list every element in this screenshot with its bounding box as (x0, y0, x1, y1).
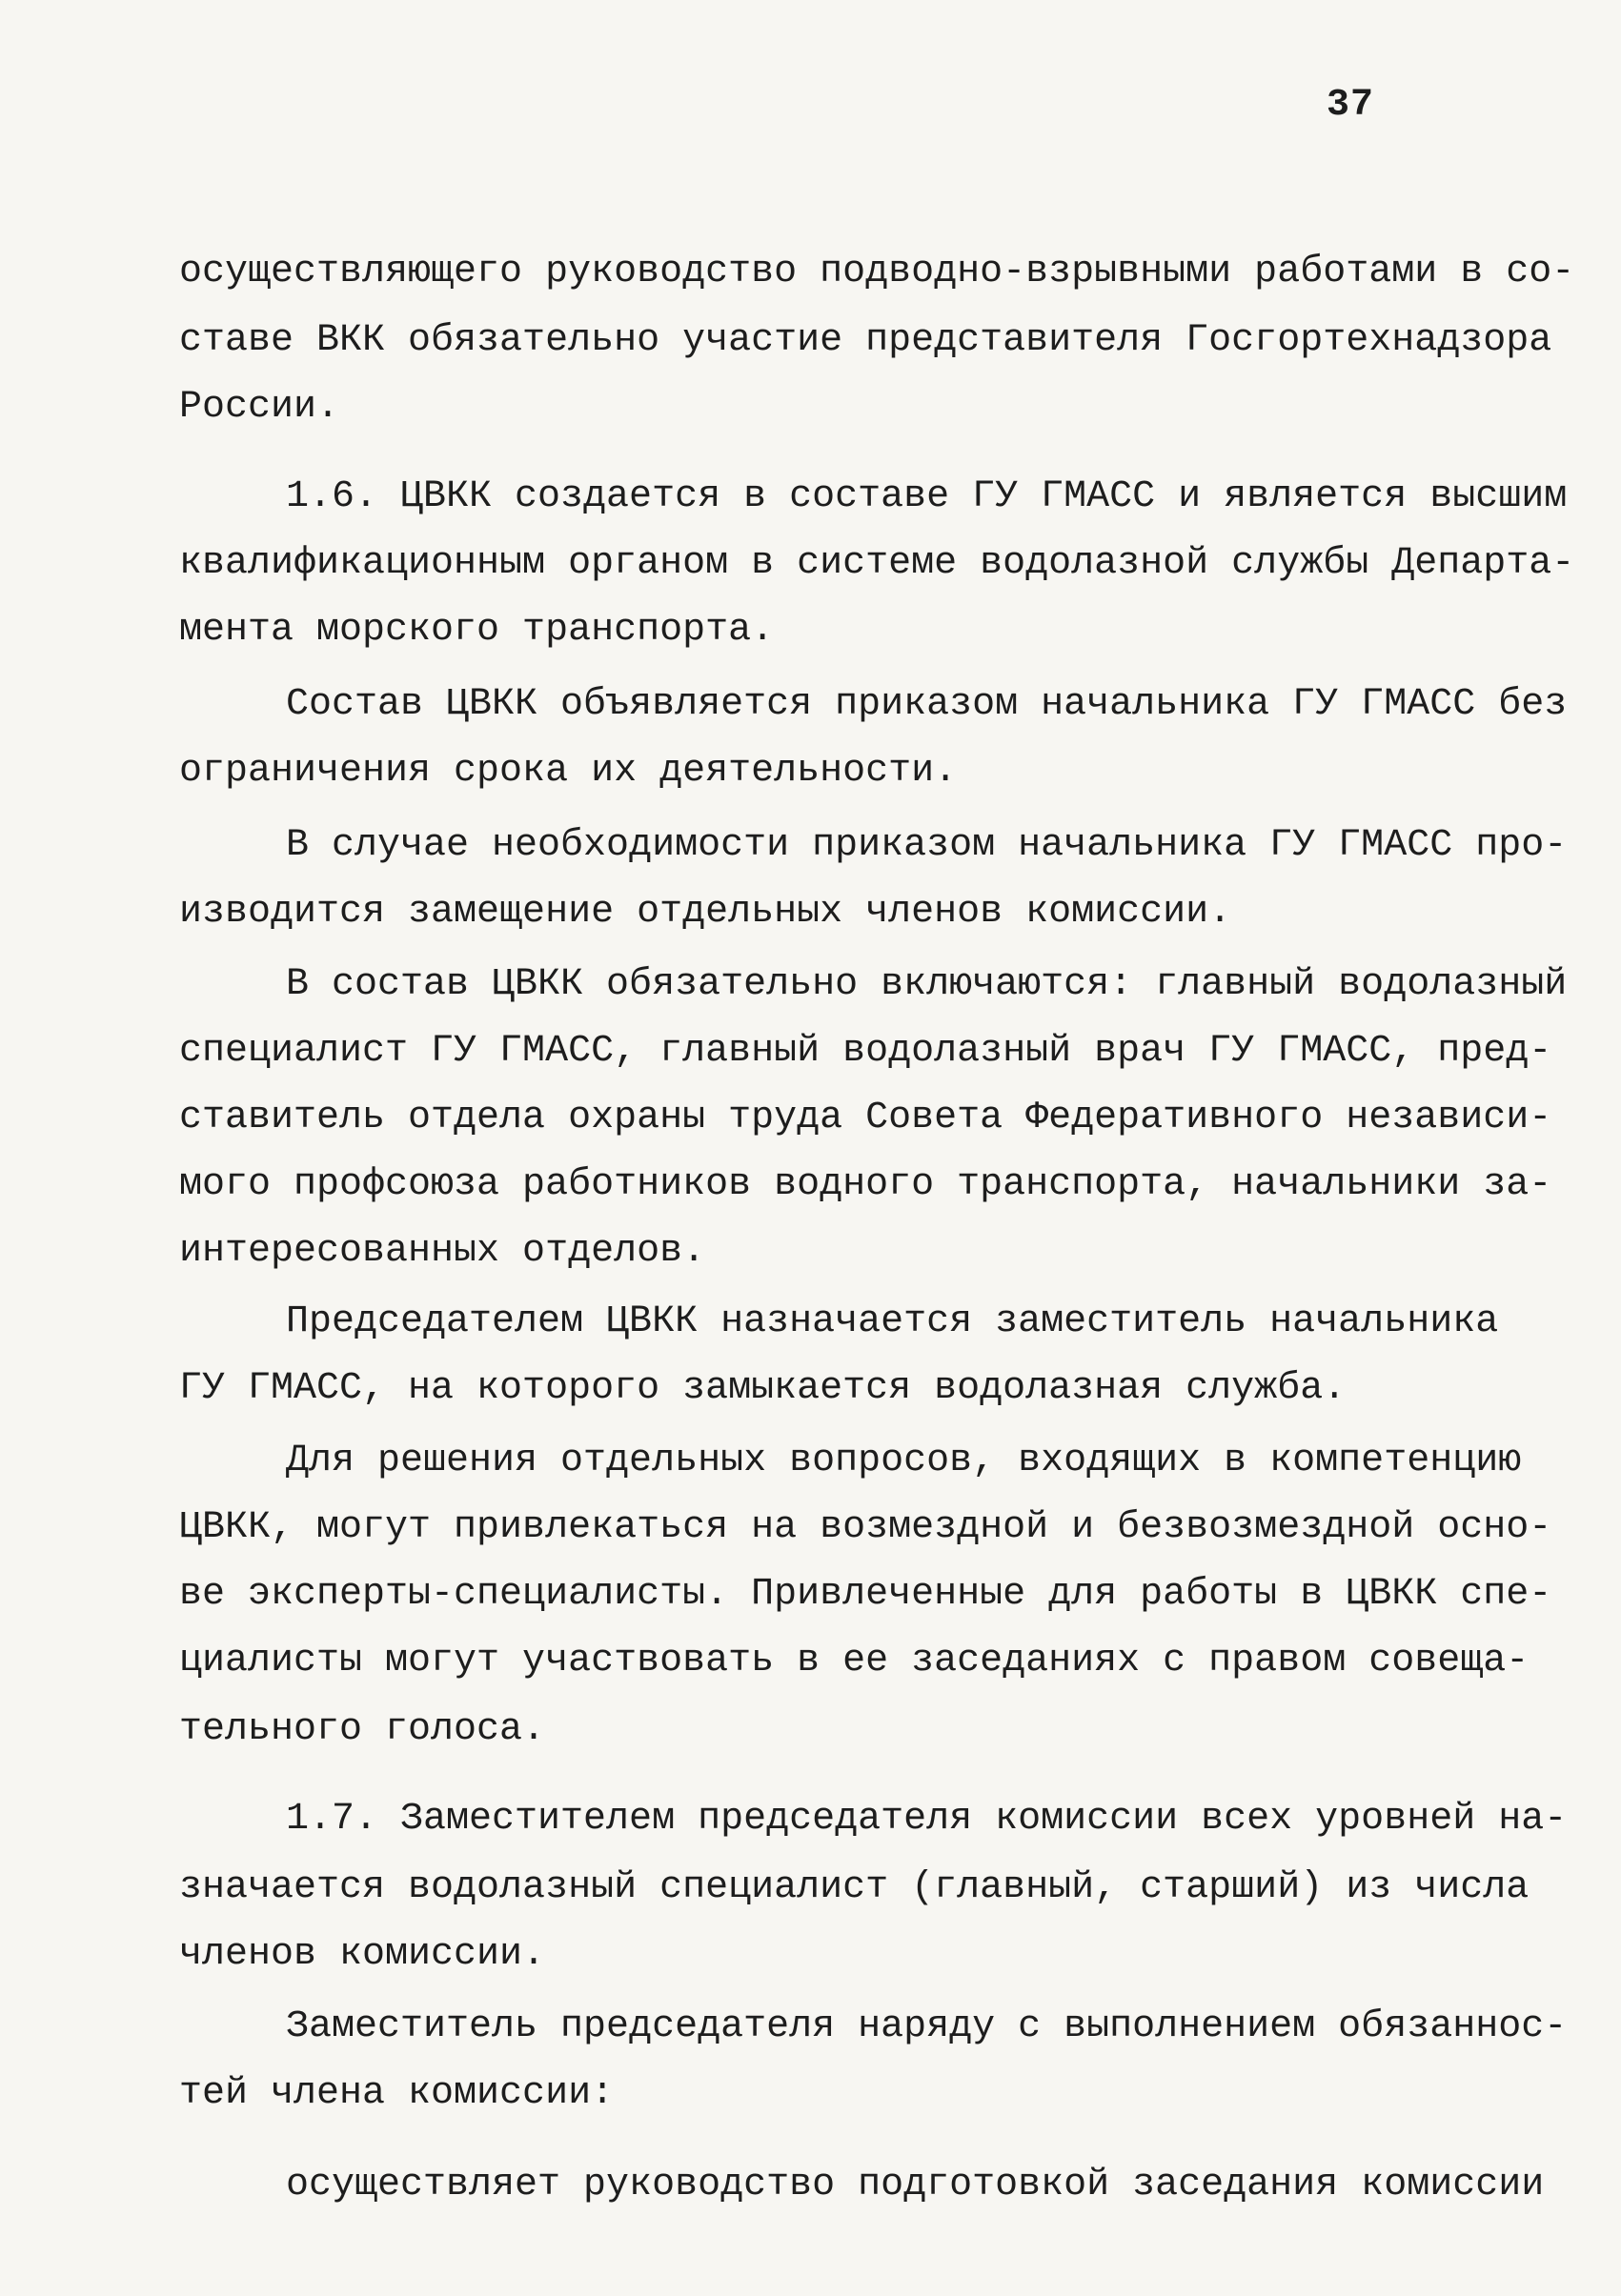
text-line: осуществляющего руководство подводно-взрывными работами в со- (179, 251, 1575, 293)
text-line: ве эксперты-специалисты. Привлеченные для работы в ЦВКК спе- (179, 1573, 1552, 1616)
text-line: В случае необходимости приказом начальника ГУ ГМАСС про- (286, 824, 1568, 867)
text-line: осуществляет руководство подготовкой заседания комиссии (286, 2164, 1545, 2206)
text-line: ЦВКК, могут привлекаться на возмездной и безвозмездной осно- (179, 1506, 1552, 1549)
text-line: квалификационным органом в системе водолазной службы Департа- (179, 542, 1575, 585)
text-line: интересованных отделов. (179, 1230, 706, 1273)
text-line: тей члена комиссии: (179, 2072, 615, 2115)
text-line: специалист ГУ ГМАСС, главный водолазный врач ГУ ГМАСС, пред- (179, 1030, 1552, 1073)
text-line: Для решения отдельных вопросов, входящих в компетенцию (286, 1440, 1522, 1482)
text-line: 1.6. ЦВКК создается в составе ГУ ГМАСС и является высшим (286, 475, 1568, 518)
text-line: мента морского транспорта. (179, 609, 775, 652)
page-number: 37 (1327, 84, 1375, 127)
text-line: Председателем ЦВКК назначается заместитель начальника (286, 1300, 1499, 1343)
text-line: Заместитель председателя наряду с выполнением обязаннос- (286, 2005, 1568, 2048)
text-line: членов комиссии. (179, 1933, 546, 1976)
text-line: изводится замещение отдельных членов комиссии. (179, 891, 1232, 934)
text-line: мого профсоюза работников водного транспорта, начальники за- (179, 1163, 1552, 1206)
text-line: ставитель отдела охраны труда Совета Федеративного независи- (179, 1097, 1552, 1139)
text-line: В состав ЦВКК обязательно включаются: главный водолазный (286, 963, 1568, 1006)
text-line: 1.7. Заместителем председателя комиссии всех уровней на- (286, 1798, 1568, 1841)
text-line: циалисты могут участвовать в ее заседаниях с правом совеща- (179, 1640, 1530, 1682)
text-line: ставе ВКК обязательно участие представителя Госгортехнадзора (179, 319, 1552, 362)
text-line: России. (179, 386, 340, 429)
text-line: Состав ЦВКК объявляется приказом начальника ГУ ГМАСС без (286, 683, 1568, 726)
text-line: ГУ ГМАСС, на которого замыкается водолазная служба. (179, 1367, 1347, 1410)
text-line: значается водолазный специалист (главный, старший) из числа (179, 1866, 1530, 1909)
text-line: тельного голоса. (179, 1708, 546, 1751)
text-line: ограничения срока их деятельности. (179, 750, 958, 793)
